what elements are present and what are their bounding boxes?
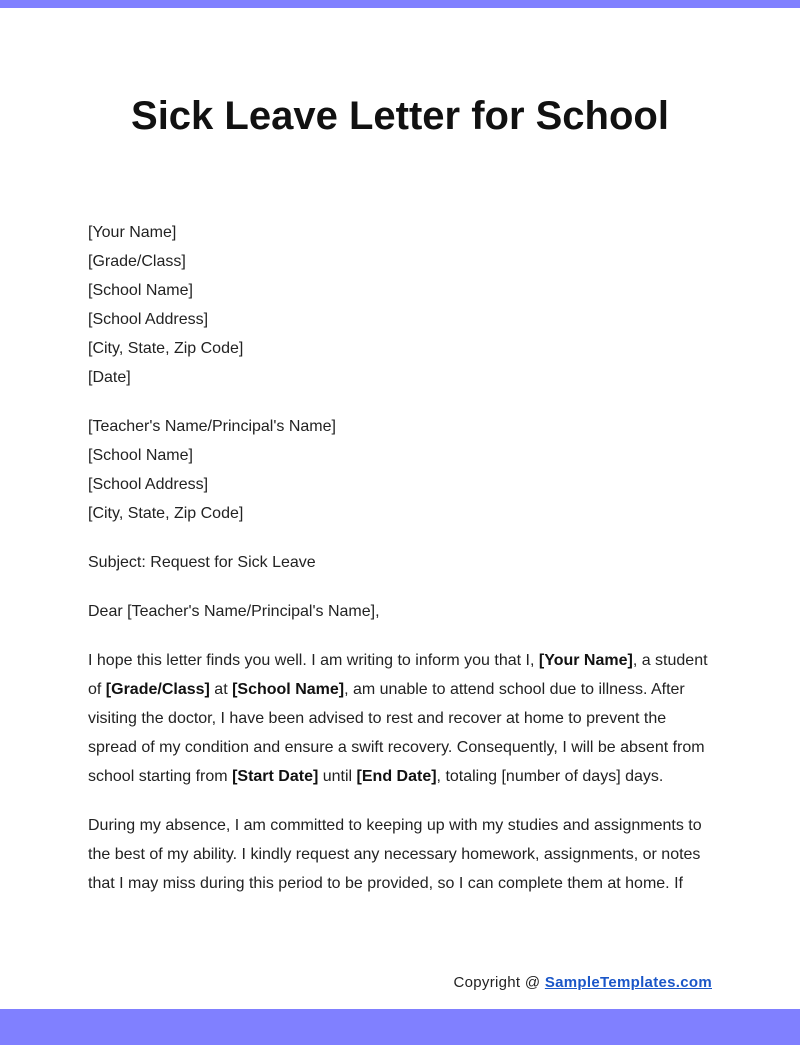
subject-line: Subject: Request for Sick Leave bbox=[88, 554, 316, 571]
paragraph-text: , a student of bbox=[88, 652, 708, 698]
sender-address bbox=[88, 218, 718, 392]
salutation: Dear [Teacher's Name/Principal's Name], bbox=[88, 603, 380, 620]
sender-line: [Grade/Class] bbox=[88, 253, 186, 270]
top-accent-bar bbox=[0, 0, 800, 8]
bottom-accent-bar bbox=[0, 1009, 800, 1045]
paragraph-2: During my absence, I am committed to keeping up with my studies and assignments to the best of my ability. I kindly request any necessary homework, assignments, or notes that I may miss during this period to be provided, so I can complete them at home. If bbox=[88, 817, 702, 892]
placeholder-grade: [Grade/Class] bbox=[105, 681, 210, 698]
placeholder-start-date: [Start Date] bbox=[232, 768, 319, 785]
paragraph-text: until bbox=[318, 768, 357, 785]
sampletemplates-link[interactable]: SampleTemplates.com bbox=[544, 974, 712, 991]
recipient-line: [Teacher's Name/Principal's Name] bbox=[88, 418, 336, 435]
sender-line: [School Address] bbox=[88, 311, 209, 328]
letter-body bbox=[88, 218, 718, 918]
sender-line: [City, State, Zip Code] bbox=[88, 340, 244, 357]
recipient-line: [City, State, Zip Code] bbox=[88, 505, 244, 522]
recipient-line: [School Address] bbox=[88, 476, 209, 493]
paragraph-text: I hope this letter finds you well. I am writing to inform you that I, bbox=[88, 652, 539, 669]
copyright-prefix: Copyright @ bbox=[453, 974, 545, 991]
placeholder-name: [Your Name] bbox=[538, 652, 633, 669]
page-title: Sick Leave Letter for School bbox=[131, 94, 669, 138]
placeholder-end-date: [End Date] bbox=[356, 768, 437, 785]
paragraph-text: at bbox=[209, 681, 233, 698]
sender-line: [Your Name] bbox=[88, 224, 177, 241]
recipient-line: [School Name] bbox=[88, 447, 193, 464]
paragraph-1 bbox=[88, 646, 718, 791]
sender-line: [Date] bbox=[88, 369, 131, 386]
placeholder-school: [School Name] bbox=[232, 681, 345, 698]
paragraph-text: , am unable to attend school due to illness. After visiting the doctor, I have been advised to rest and recover at home to prevent the spread of my condition and ensure a swift recovery. Consequently, I will be absent from school starting from bbox=[88, 681, 705, 785]
paragraph-text: , totaling [number of days] days. bbox=[436, 768, 664, 785]
sender-line: [School Name] bbox=[88, 282, 193, 299]
recipient-address bbox=[88, 412, 718, 528]
copyright-footer bbox=[453, 974, 712, 991]
